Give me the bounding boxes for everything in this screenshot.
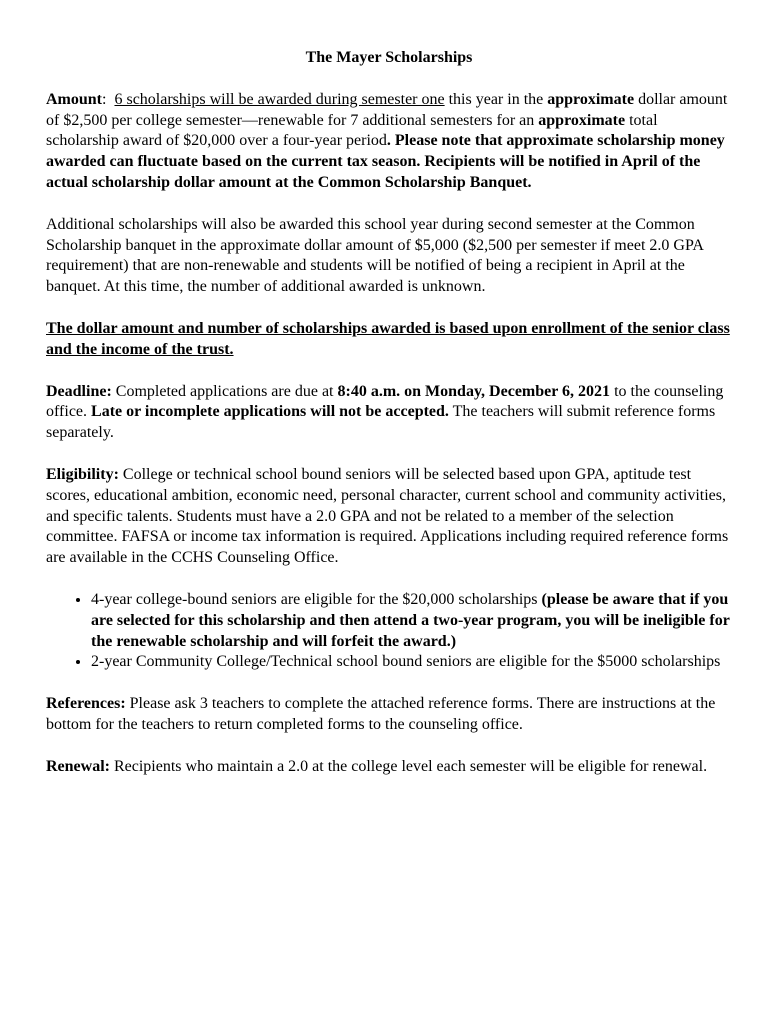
amount-bold-1: approximate (547, 90, 635, 108)
deadline-warning: Late or incomplete applications will not be accepted. (91, 403, 449, 421)
deadline-text-3: The teachers will submit reference forms separately. (46, 403, 716, 442)
document-title: The Mayer Scholarships (305, 49, 473, 66)
document-page (46, 48, 732, 799)
bullet-bold-text: (please be aware that if you are selected for this scholarship and then attend a two-year program, you will be ineligible for the renewable scholarship and will forfeit the award.) (91, 590, 730, 650)
deadline-date: 8:40 a.m. on Monday, December 6, 2021 (337, 382, 611, 400)
deadline-paragraph (46, 382, 732, 444)
amount-colon: : (102, 90, 107, 108)
amount-text-1: this year in the (444, 90, 548, 108)
references-label: References: (46, 695, 126, 713)
amount-text-3: total scholarship award of $20,000 over a four-year period (46, 111, 658, 150)
list-item (91, 590, 732, 652)
amount-bold-2: approximate (538, 111, 626, 129)
renewal-text: Recipients who maintain a 2.0 at the college level each semester will be eligible for renewal. (109, 757, 708, 775)
deadline-text-2: to the counseling office. (46, 382, 724, 421)
references-paragraph (46, 694, 732, 736)
list-item (91, 652, 732, 673)
amount-label: Amount (46, 90, 103, 108)
eligibility-label: Eligibility: (46, 465, 119, 483)
bullet-text: 2-year Community College/Technical school bound seniors are eligible for the $5000 scholarships (91, 653, 721, 671)
renewal-label: Renewal: (46, 757, 110, 775)
additional-paragraph: Additional scholarships will also be awarded this school year during second semester at the Common Scholarship banquet in the approximate dollar amount of $5,000 ($2,500 per semester if meet 2.0 GPA requirement) that are non-renewable and students will be notified of being a recipient in April at the banquet. At this time, the number of additional awarded is unknown. (46, 215, 704, 296)
eligibility-text: College or technical school bound seniors will be selected based upon GPA, aptitude test scores, educational ambition, economic need, personal character, current school and community activities, and specific talents. Students must have a 2.0 GPA and not be related to a member of the selection committee. FAFSA or income tax information is required. Applications including required reference forms are available in the CCHS Counseling Office. (46, 465, 729, 567)
amount-text-2: dollar amount of $2,500 per college semester—renewable for 7 additional semesters for an (46, 90, 728, 129)
eligibility-paragraph (46, 465, 732, 569)
eligibility-bullet-list (46, 590, 732, 673)
notice-paragraph: The dollar amount and number of scholarships awarded is based upon enrollment of the senior class and the income of the trust. (46, 319, 730, 358)
renewal-paragraph (46, 757, 732, 778)
amount-paragraph (46, 90, 732, 194)
deadline-text-1: Completed applications are due at (111, 382, 338, 400)
deadline-label: Deadline: (46, 382, 112, 400)
amount-bold-3: . Please note that approximate scholarship money awarded can fluctuate based on the current tax season. Recipients will be notified in April of the actual scholarship dollar amount at the Common Scholarship Banquet. (46, 132, 725, 191)
bullet-text: 4-year college-bound seniors are eligible for the $20,000 scholarships (91, 590, 542, 608)
references-text: Please ask 3 teachers to complete the attached reference forms. There are instructions at the bottom for the teachers to return completed forms to the counseling office. (46, 695, 716, 733)
amount-underlined: 6 scholarships will be awarded during semester one (114, 90, 445, 108)
